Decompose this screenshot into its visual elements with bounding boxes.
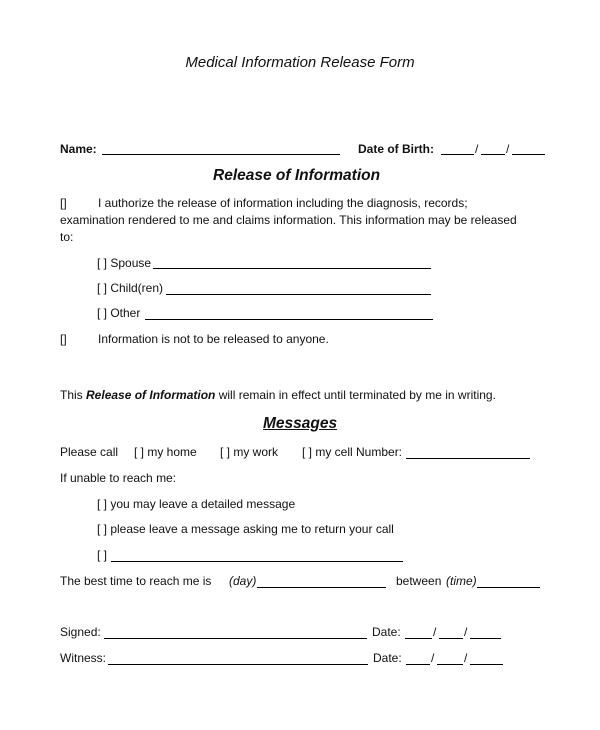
- effect-suffix: will remain in effect until terminated by me in writing.: [215, 388, 496, 402]
- witness-date-label: Date:: [373, 651, 402, 665]
- please-call-label: Please call: [60, 445, 119, 459]
- dob-label: Date of Birth:: [358, 142, 434, 156]
- time-label: (time): [446, 574, 477, 588]
- authorize-text-line1: I authorize the release of information including the diagnosis, records;: [98, 196, 468, 210]
- spouse-checkbox[interactable]: [ ] Spouse: [97, 256, 152, 270]
- day-field[interactable]: [257, 587, 386, 588]
- signature-field[interactable]: [104, 638, 367, 639]
- release-heading: Release of Information: [213, 167, 381, 184]
- children-field[interactable]: [166, 294, 431, 295]
- signed-date-day-field[interactable]: [439, 638, 463, 639]
- effect-prefix: This: [60, 388, 87, 402]
- authorize-text-line3: to:: [60, 230, 74, 244]
- signed-date-month-field[interactable]: [405, 638, 432, 639]
- witness-date-year-field[interactable]: [470, 664, 503, 665]
- date-separator: /: [464, 625, 468, 639]
- name-label: Name:: [60, 142, 97, 156]
- dob-day-field[interactable]: [481, 154, 505, 155]
- detailed-message-checkbox[interactable]: [ ] you may leave a detailed message: [97, 497, 296, 511]
- messages-heading: Messages: [263, 415, 338, 432]
- date-separator: /: [431, 651, 435, 665]
- date-separator: /: [433, 625, 437, 639]
- call-work-checkbox[interactable]: [ ] my work: [220, 445, 279, 459]
- dob-year-field[interactable]: [512, 154, 545, 155]
- other-field[interactable]: [145, 319, 433, 320]
- spouse-field[interactable]: [153, 268, 431, 269]
- between-label: between: [396, 574, 442, 588]
- witness-field[interactable]: [108, 664, 368, 665]
- witness-date-month-field[interactable]: [406, 664, 430, 665]
- dob-separator: /: [506, 142, 510, 156]
- other-message-checkbox[interactable]: [ ]: [97, 548, 108, 562]
- form-title: Medical Information Release Form: [185, 54, 415, 71]
- dob-separator: /: [475, 142, 479, 156]
- not-release-text: Information is not to be released to anyone.: [98, 332, 329, 346]
- effect-statement: [60, 389, 496, 401]
- dob-month-field[interactable]: [441, 154, 474, 155]
- cell-number-field[interactable]: [406, 458, 530, 459]
- other-checkbox[interactable]: [ ] Other: [97, 306, 141, 320]
- signed-date-label: Date:: [372, 625, 401, 639]
- authorize-text-line2: examination rendered to me and claims information. This information may be released: [60, 213, 517, 227]
- day-label: (day): [229, 574, 257, 588]
- witness-label: Witness:: [60, 651, 107, 665]
- time-field[interactable]: [477, 587, 540, 588]
- date-separator: /: [464, 651, 468, 665]
- call-cell-checkbox[interactable]: [ ] my cell Number:: [302, 445, 403, 459]
- effect-bold-text: Release of Information: [86, 388, 216, 402]
- call-home-checkbox[interactable]: [ ] my home: [134, 445, 197, 459]
- best-time-label: The best time to reach me is: [60, 574, 212, 588]
- authorize-checkbox[interactable]: []: [60, 196, 67, 210]
- children-checkbox[interactable]: [ ] Child(ren): [97, 281, 164, 295]
- signed-label: Signed:: [60, 625, 101, 639]
- name-field[interactable]: [102, 154, 340, 155]
- return-call-checkbox[interactable]: [ ] please leave a message asking me to return your call: [97, 522, 394, 536]
- witness-date-day-field[interactable]: [437, 664, 463, 665]
- unable-reach-label: If unable to reach me:: [60, 471, 177, 485]
- signed-date-year-field[interactable]: [470, 638, 501, 639]
- not-release-checkbox[interactable]: []: [60, 332, 67, 346]
- other-message-field[interactable]: [111, 561, 403, 562]
